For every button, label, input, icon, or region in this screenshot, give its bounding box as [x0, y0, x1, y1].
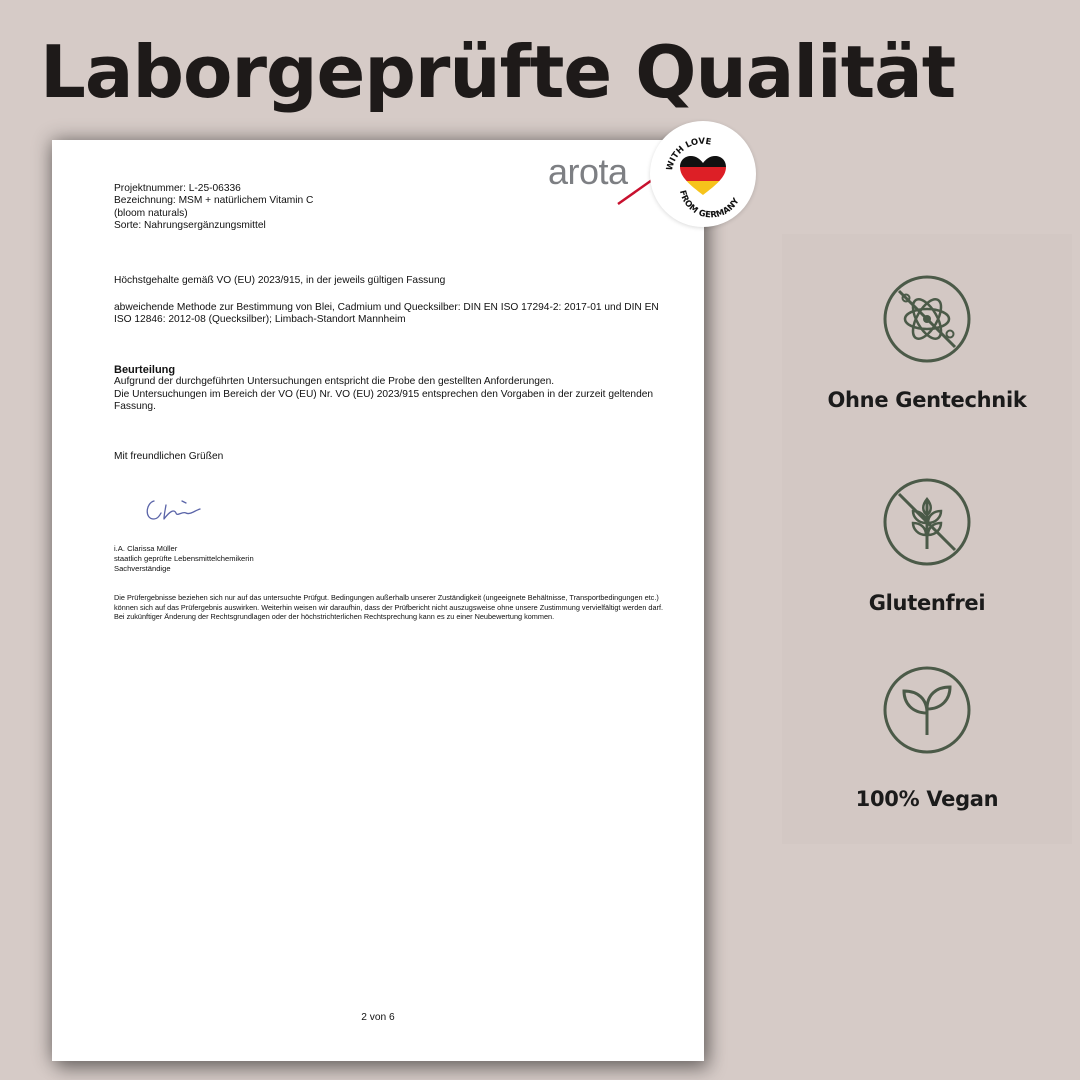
- product-brand: (bloom naturals): [114, 207, 188, 219]
- product-type: Sorte: Nahrungsergänzungsmittel: [114, 220, 266, 232]
- method-paragraph: abweichende Methode zur Bestimmung von Blei, Cadmium und Quecksilber: DIN EN ISO 17294-2: 2017-01 und DIN EN ISO 12846: 2012-08 (Quecksilber); Limbach-Standort Mannheim: [114, 302, 659, 326]
- method-text: [114, 302, 666, 327]
- max-levels-text: [114, 275, 666, 287]
- product-name: Bezeichnung: MSM + natürlichem Vitamin C: [114, 195, 314, 207]
- badge-top-text: WITH LOVE: [664, 136, 713, 172]
- badge-bottom-text: FROM GERMANY: [676, 189, 742, 221]
- project-number: Projektnummer: L-25-06336: [114, 183, 241, 194]
- disclaimer: [114, 593, 666, 622]
- lab-logo: arota: [548, 151, 628, 192]
- assessment-heading: Beurteilung: [114, 364, 176, 376]
- features-panel: [782, 234, 1072, 844]
- disclaimer-text: Die Prüfergebnisse beziehen sich nur auf das untersuchte Prüfgut. Bedingungen außerhalb unserer Zuständigkeit (ungeeignete Behältnisse, Transportbedingungen etc.) können sich auf das Prüfergebnis auswirken. Weiterhin weisen wir daraufhin, dass der Prüfbericht nicht auszugsweise ohne unsere Zustimmung vervielfältigt werden darf. Bei zukünftiger Änderung der Rechtsgrundlagen oder der höchstrichterlichen Rechtsprechung kann es zu einer Neubewertung kommen.: [114, 593, 664, 622]
- feature-label-gluten-free: Glutenfrei: [868, 591, 986, 615]
- max-levels-line: Höchstgehalte gemäß VO (EU) 2023/915, in der jeweils gültigen Fassung: [114, 275, 446, 286]
- no-gmo-atom-icon: [882, 274, 972, 364]
- vegan-leaf-icon: [882, 665, 972, 755]
- feature-no-gmo: [782, 274, 1072, 412]
- feature-vegan: [782, 665, 1072, 811]
- signatory-role: Sachverständige: [114, 564, 171, 573]
- report-header: [114, 183, 666, 233]
- feature-label-no-gmo: Ohne Gentechnik: [827, 388, 1027, 412]
- page-number: 2 von 6: [361, 1012, 395, 1023]
- signatory-name: i.A. Clarissa Müller: [114, 544, 178, 553]
- gluten-free-wheat-icon: [882, 477, 972, 567]
- with-love-from-germany-badge: [650, 121, 756, 227]
- svg-text:FROM GERMANY: [677, 189, 742, 220]
- signature-image: [142, 495, 212, 525]
- greeting-text: Mit freundlichen Grüßen: [114, 451, 224, 462]
- heart-flag-icon: [650, 121, 756, 227]
- greeting: [114, 451, 666, 463]
- feature-gluten-free: [782, 477, 1072, 615]
- lab-report-document: [52, 140, 704, 1061]
- assessment-section: [114, 364, 666, 414]
- assessment-line-2: Die Untersuchungen im Bereich der VO (EU) Nr. VO (EU) 2023/915 entsprechen den Vorgaben in der zurzeit geltenden Fassung.: [114, 388, 654, 413]
- feature-label-vegan: 100% Vegan: [855, 787, 999, 811]
- signatory-title: staatlich geprüfte Lebensmittelchemikerin: [114, 554, 254, 563]
- assessment-line-1: Aufgrund der durchgeführten Untersuchungen entspricht die Probe den gestellten Anforderungen.: [114, 376, 555, 388]
- page-headline: Laborgeprüfte Qualität: [40, 30, 956, 114]
- signatory-block: [114, 544, 666, 574]
